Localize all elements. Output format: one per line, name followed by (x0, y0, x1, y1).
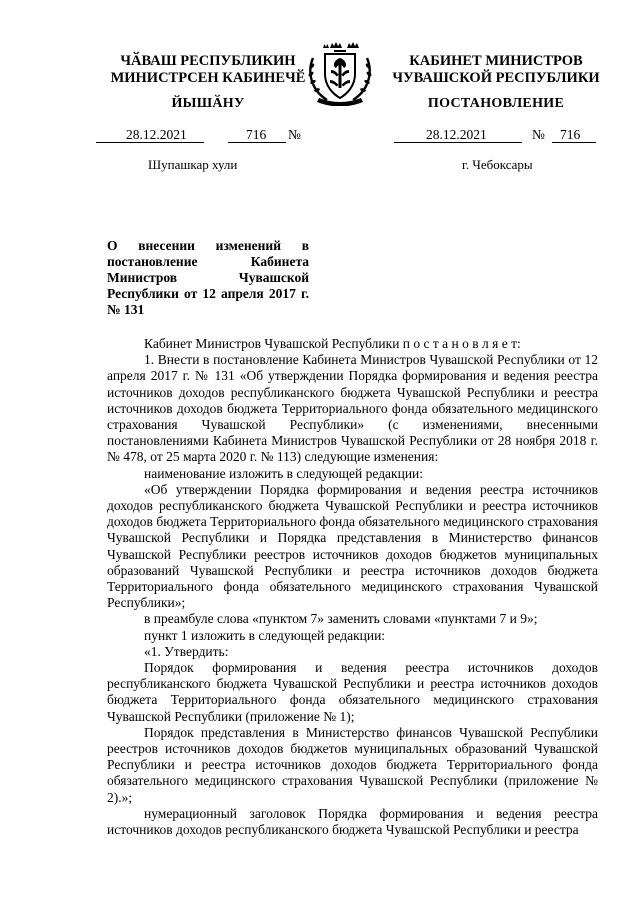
header-right-line1: КАБИНЕТ МИНИСТРОВ (409, 53, 583, 69)
number-sign-left: № (288, 127, 301, 142)
number-right: 716 (560, 127, 581, 142)
number-sign-right: № (532, 127, 545, 142)
coat-of-arms-icon (303, 40, 377, 106)
date-right: 28.12.2021 (426, 127, 487, 142)
paragraph: «1. Утвердить: (144, 643, 229, 659)
city-right: г. Чебоксары (462, 157, 533, 172)
document-body (107, 336, 598, 838)
number-line-right (394, 127, 604, 143)
doctype-right: ПОСТАНОВЛЕНИЕ (427, 96, 565, 111)
paragraph: 1. Внести в постановление Кабинета Министров Чувашской Республики от 12 апреля 2017 г. № 131 «Об утверждении Порядка формирования и ведения реестра источников доходов республиканского бюджета Чувашской Республики и реестра источников доходов бюджета Территориального фонда обязательного медицинского страхования Чувашской Республики» (с изменениями, внесенными постановлениями Кабинета Министров Чувашской Республики от 28 ноября 2018 г. № 478, от 25 марта 2020 г. № 113) следующие изменения: (107, 352, 598, 465)
number-left: 716 (246, 127, 267, 142)
paragraph: наименование изложить в следующей редакции: (144, 465, 424, 481)
header-right-line2: ЧУВАШСКОЙ РЕСПУБЛИКИ (392, 70, 600, 86)
document-subject: О внесении изменений в постановление Кабинета Министров Чувашской Республики от 12 апреля 2017 г. № 131 (107, 238, 309, 317)
date-left: 28.12.2021 (126, 127, 187, 142)
paragraph: Порядок представления в Министерство финансов Чувашской Республики реестров источников доходов бюджетов муниципальных образований Чувашской Республики и реестра источников доходов бюджета Территориального фонда обязательного медицинского страхования Чувашской Республики (приложение № 2).»; (107, 724, 598, 805)
paragraph: Кабинет Министров Чувашской Республики п о с т а н о в л я е т: (144, 336, 521, 351)
paragraph: пункт 1 изложить в следующей редакции: (144, 627, 386, 643)
paragraph: в преамбуле слова «пунктом 7» заменить словами «пунктами 7 и 9»; (144, 611, 538, 627)
paragraph: Порядок формирования и ведения реестра источников доходов республиканского бюджета Чувашской Республики и реестра источников доходов бюджета Территориального фонда обязательного медицинского страхования Чувашской Республики (приложение № 1); (107, 660, 598, 724)
paragraph: нумерационный заголовок Порядка формирования и ведения реестра источников доходов республиканского бюджета Чувашской Республики и реестра (107, 805, 598, 838)
header-left-line2: МИНИСТРСЕН КАБИНЕЧӖ (110, 70, 306, 86)
header-left-line1: ЧӐВАШ РЕСПУБЛИКИН (120, 53, 296, 69)
doctype-left: ЙЫШӐНУ (171, 96, 245, 111)
header-right (378, 53, 614, 87)
number-line-left (96, 127, 316, 143)
header-left (88, 53, 328, 87)
paragraph: «Об утверждении Порядка формирования и ведения реестра источников доходов республиканского бюджета Чувашской Республики и реестра источников доходов бюджета Территориального фонда обязательного медицинского страхования Чувашской Республики и Порядка представления в Министерство финансов Чувашской Республики реестров источников доходов бюджетов муниципальных образований Чувашской Республики и реестра источников доходов бюджета Территориального фонда обязательного медицинского страхования Чувашской Республики»; (107, 481, 598, 611)
city-left: Шупашкар хули (148, 157, 238, 172)
